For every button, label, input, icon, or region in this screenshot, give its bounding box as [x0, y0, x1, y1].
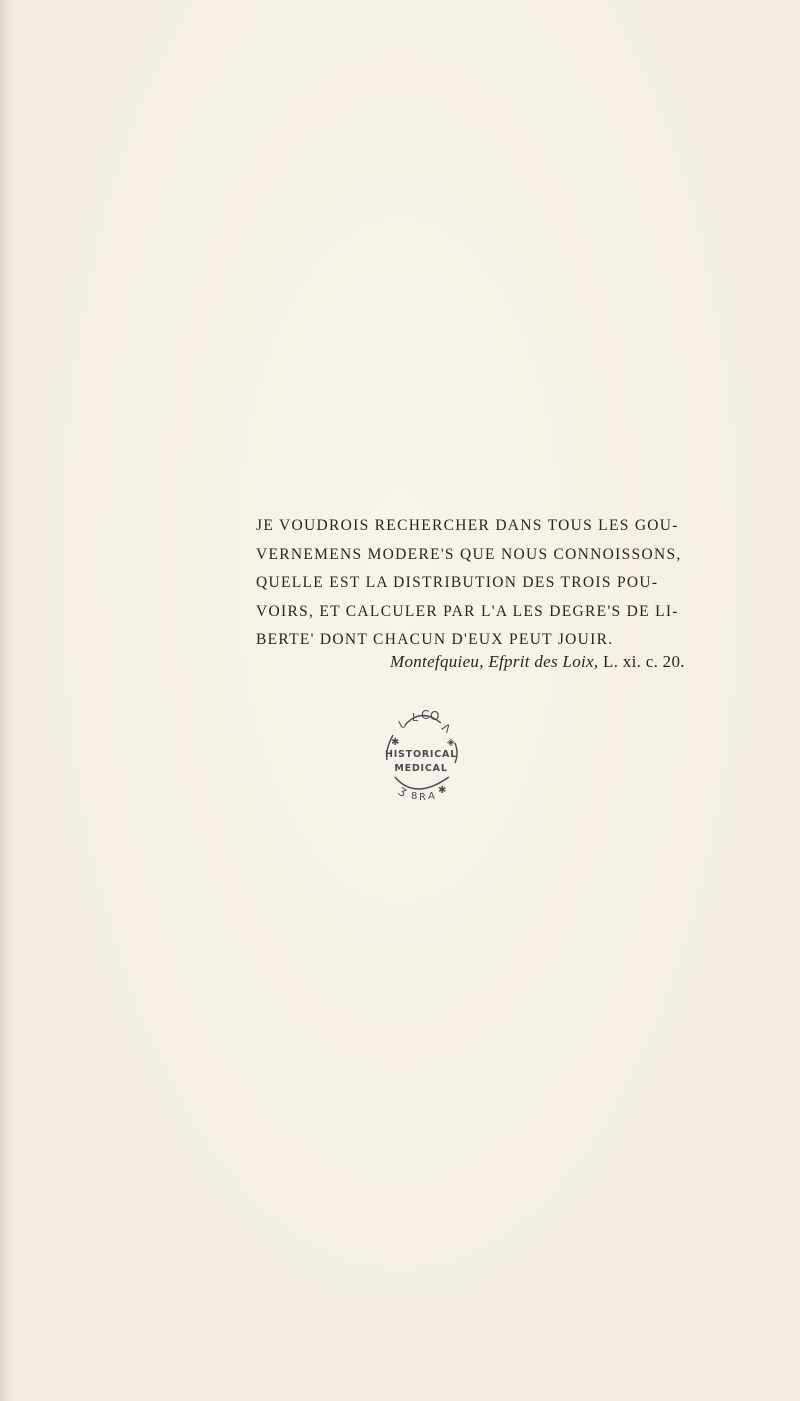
library-stamp — [375, 705, 467, 805]
epigraph-attribution — [390, 652, 685, 672]
svg-text:A: A — [428, 791, 435, 802]
library-stamp-seal — [375, 705, 467, 805]
attribution-reference: L. xi. c. 20. — [603, 652, 685, 671]
epigraph-line-4: VOIRS, ET CALCULER PAR L'A LES DEGRE'S DE LI- — [256, 602, 679, 620]
svg-text:ᒐ: ᒐ — [396, 716, 409, 732]
page-edge-shadow — [0, 0, 14, 1401]
svg-text:◈: ◈ — [447, 737, 455, 748]
attribution-author: Montefquieu, — [390, 652, 484, 671]
svg-text:Ʒ: Ʒ — [395, 784, 409, 800]
svg-text:Ʌ: Ʌ — [439, 720, 453, 736]
stamp-text-line1: HISTORICAL — [384, 749, 458, 760]
stamp-text-line2: MEDICAL — [394, 763, 448, 774]
svg-text:O: O — [430, 709, 440, 723]
epigraph-line-5: BERTE' DONT CHACUN D'EUX PEUT JOUIR. — [256, 631, 614, 648]
svg-text:R: R — [419, 792, 426, 803]
epigraph — [256, 512, 756, 655]
svg-text:✱: ✱ — [391, 737, 400, 748]
svg-text:✱: ✱ — [438, 785, 447, 796]
epigraph-line-2: VERNEMENS MODERE'S QUE NOUS CONNOISSONS, — [256, 545, 682, 563]
svg-text:L: L — [412, 711, 419, 724]
epigraph-line-1: JE VOUDROIS RECHERCHER DANS TOUS LES GOU- — [256, 517, 679, 534]
attribution-work: Efprit des Loix, — [488, 652, 599, 671]
epigraph-line-3: QUELLE EST LA DISTRIBUTION DES TROIS POU- — [256, 574, 659, 591]
svg-text:C: C — [421, 708, 430, 722]
svg-text:8: 8 — [411, 791, 418, 802]
